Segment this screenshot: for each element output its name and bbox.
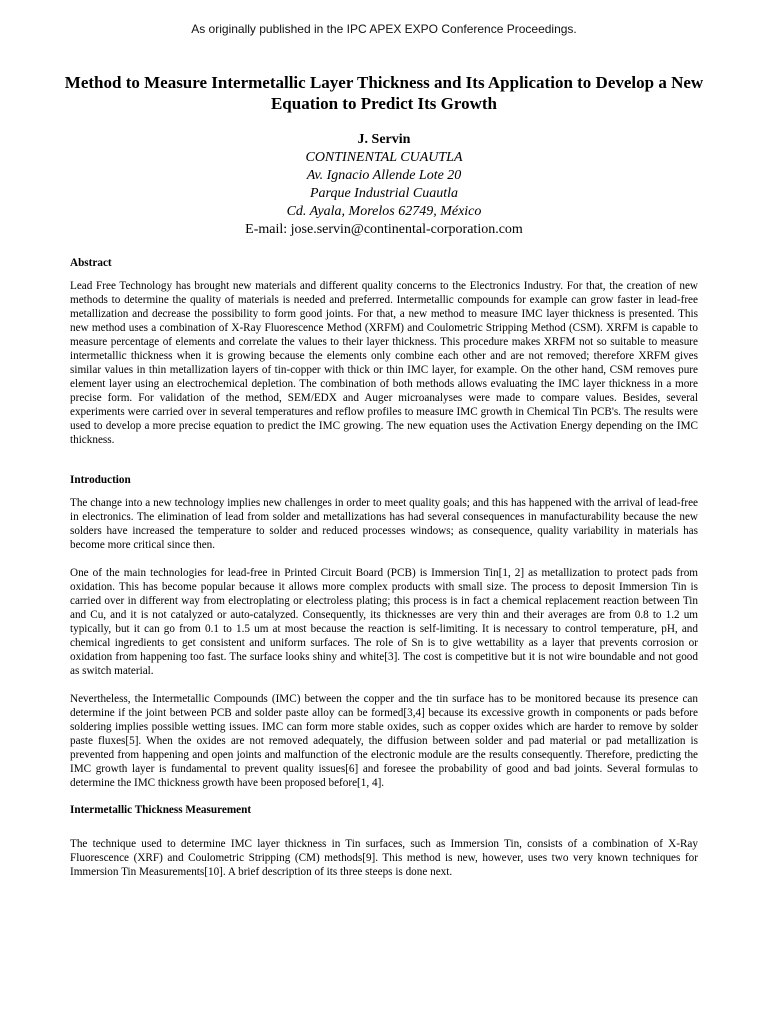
paper-body <box>70 256 698 879</box>
introduction-paragraph-3: Nevertheless, the Intermetallic Compounds (IMC) between the copper and the tin surface has to be monitored because its presence can determine if the joint between PCB and solder paste alloy can be formed[3,4] because its excessive growth in components or pads before soldering implies possible wetting issues. IMC can form more stable oxides, such as copper oxides which are harder to remove by solder paste fluxes[5]. When the oxides are not removed adequately, the diffusion between solder and pad material or pad metallization is prevented from happening and open joints and malfunction of the electronic module are the results consequently. Therefore, predicting the IMC growth layer is fundamental to prevent quality issues[6] and foresee the probability of good and bad joints. Several formulas to determine the IMC thickness growth have been proposed before[1, 4]. <box>70 693 698 789</box>
abstract-text: Lead Free Technology has brought new materials and different quality concerns to the Electronics Industry. For that, the creation of new methods to determine the quality of materials is needed and preferred. Intermetallic compounds for example can grow faster in lead-free metallization and decrease the possibility to form good joints. For that, a new method to measure IMC layer thickness is presented. This new method uses a combination of X-Ray Fluorescence Method (XRFM) and Coulometric Stripping Method (CSM). XRFM is capable to measure percentage of elements and correlate the values to their layer thickness. This procedure makes XRFM not so suitable to measure intermetallic thickness when it is growing because the elements only combine each other and are not removed; therefore XRFM gives similar values in thin metallization layers of tin-copper with thick or thin IMC layer, for example. On the other hand, CSM removes pure element layer using an electrochemical depletion. The combination of both methods allows evaluating the IMC layer thickness in a more precise form. For validation of the method, SEM/EDX and Auger microanalyses were made to compare values. Besides, several experiments were carried over in several temperatures and reflow profiles to measure IMC growth in Chemical Tin PCB's. The results were used to develop a more precise equation to predict the IMC growing. The new equation uses the Activation Energy depending on the IMC thickness. <box>70 280 698 446</box>
author-affiliation: CONTINENTAL CUAUTLA <box>305 150 463 165</box>
author-name: J. Servin <box>357 132 411 147</box>
introduction-paragraph-2: One of the main technologies for lead-free in Printed Circuit Board (PCB) is Immersion Tin[1, 2] as metallization to protect pads from oxidation. This has become popular because it allows more complex products with small size. The process to deposit Immersion Tin is carried over in different way from electroplating or electroless plating; this process is in fact a chemical replacement reaction between Tin and Cu, and it is not catalyzed or auto-catalyzed. Consequently, its thicknesses are very thin and their averages are from 0.8 to 1.2 um typically, but it can go from 0.1 to 1.5 um at most because the reaction is self-limiting. It is necessary to control temperature, pH, and chemical ingredients to get consistent and uniform surfaces. The role of Sn is to give wettability as a layer that prevents corrosion or oxidation from happening too fast. The surface looks shiny and white[3]. The cost is competitive but it is not wire boundable and not good as switch material. <box>70 567 698 677</box>
author-address-line-3: Cd. Ayala, Morelos 62749, México <box>286 204 482 219</box>
imc-measurement-heading: Intermetallic Thickness Measurement <box>70 804 252 816</box>
paper-title: Method to Measure Intermetallic Layer Thickness and Its Application to Develop a New Equation to Predict Its Growth <box>64 73 704 113</box>
introduction-paragraph-1: The change into a new technology implies new challenges in order to meet quality goals; and this has happened with the arrival of lead-free in electronics. The elimination of lead from solder and metallizations has had several consequences in manufacturability because the new solders have increased the temperature to solder and reduced processes windows; as consequence, quality variability in materials has become more critical since then. <box>70 497 698 551</box>
author-address-line-1: Av. Ignacio Allende Lote 20 <box>306 168 462 183</box>
author-address-line-2: Parque Industrial Cuautla <box>309 186 459 201</box>
publication-note: As originally published in the IPC APEX EXPO Conference Proceedings. <box>191 22 577 36</box>
introduction-heading: Introduction <box>70 474 131 486</box>
imc-measurement-paragraph-1: The technique used to determine IMC layer thickness in Tin surfaces, such as Immersion Tin, consists of a combination of X-Ray Fluorescence (XRF) and Coulometric Stripping (CM) methods[9]. This method is new, however, uses two very known techniques for Immersion Tin Measurements[10]. A brief description of its three steeps is done next. <box>70 838 698 878</box>
author-block <box>60 131 708 239</box>
author-email: E-mail: jose.servin@continental-corporation.com <box>245 222 523 237</box>
abstract-heading: Abstract <box>70 257 112 269</box>
